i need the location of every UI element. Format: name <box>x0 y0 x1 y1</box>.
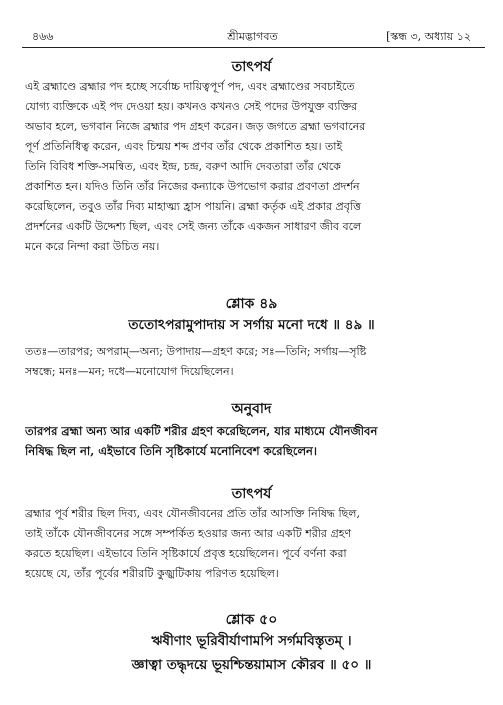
chapter-reference: [স্কন্ধ ৩, অধ্যায় ১২ <box>386 30 471 43</box>
text-line: প্রকাশিত হন। যদিও তিনি তাঁর নিজের কন্যাকে উপভোগ করার প্রবণতা প্রদর্শন <box>25 180 360 193</box>
purport-heading: তাৎপর্য <box>231 59 272 75</box>
text-line: হয়েছে যে, তাঁর পূর্বের শরীরটি কুজ্ঝটিকায় পরিণত হয়েছিল। <box>25 567 279 580</box>
translation-paragraph <box>25 421 478 461</box>
translation-heading: অনুবাদ <box>231 401 272 417</box>
text-line: সম্বন্ধে; মনঃ—মন; দধে—মনোযোগ দিয়েছিলেন। <box>25 365 234 378</box>
running-header <box>22 28 483 46</box>
verse-sanskrit-line-1: ঋষীণাং ভূরিবীর্যাণামপি সর্গমবিস্তৃতম্ । <box>151 633 352 649</box>
page-number: ৪৬৬ <box>32 30 54 43</box>
text-line: এই ব্রহ্মাণ্ডে ব্রহ্মার পদ হচ্ছে সর্বোচ্চ দায়িত্বপূর্ণ পদ, এবং ব্রহ্মাণ্ডের সবচাইতে <box>25 80 355 93</box>
book-title: শ্রীমদ্ভাগবত <box>227 30 278 43</box>
text-line: ততঃ—তারপর; অপরাম্—অন্য; উপাদায়—গ্রহণ করে; সঃ—তিনি; সর্গায়—সৃষ্টি <box>25 345 367 358</box>
verse-sanskrit-line-2: জ্ঞাত্বা তদ্ধৃদয়ে ভূয়শ্চিন্তয়ামাস কৌরব ॥ ৫০ ॥ <box>131 657 372 673</box>
purport-paragraph-2 <box>25 504 478 584</box>
text-line: তারপর ব্রহ্মা অন্য আর একটি শরীর গ্রহণ করেছিলেন, যার মাধ্যমে যৌনজীবন <box>25 424 378 438</box>
verse-heading: শ্লোক ৪৯ <box>225 296 278 312</box>
text-line: মনে করে নিন্দা করা উচিত নয়। <box>25 240 160 253</box>
text-line: করেছিলেন, তবুও তাঁর দিব্য মাহাত্ম্য হ্রাস পায়নি। ব্রহ্মা কর্তৃক এই প্রকার প্রবৃত্তি <box>25 200 361 213</box>
text-line: পূর্ণ প্রতিনিধিত্ব করেন, এবং চিন্ময় শব্দ প্রণব তাঁর থেকে প্রকাশিত হয়। তাই <box>25 140 343 153</box>
text-line: যোগ্য ব্যক্তিকে এই পদ দেওয়া হয়। কখনও কখনও সেই পদের উপযুক্ত ব্যক্তির <box>25 100 358 113</box>
text-line: তাই তাঁকে যৌনজীবনের সঙ্গে সম্পর্কিত হওয়ার জন্য আর একটি শরীর গ্রহণ <box>25 527 352 540</box>
purport-heading: তাৎপর্য <box>231 486 272 502</box>
text-line: করতে হয়েছিল। এইভাবে তিনি সৃষ্টিকার্যে প্রবৃত্ত হয়েছিলেন। পূর্বে বর্ণনা করা <box>25 547 347 560</box>
verse-sanskrit: ততোঽপরামুপাদায় স সর্গায় মনো দধে ॥ ৪৯ ॥ <box>128 317 375 333</box>
text-line: নিষিদ্ধ ছিল না, এইভাবে তিনি সৃষ্টিকার্যে মনোনিবেশ করেছিলেন। <box>25 444 318 458</box>
text-line: প্রদর্শনের একটি উদ্দেশ্য ছিল, এবং সেই জন্য তাঁকে একজন সাধারণ জীব বলে <box>25 220 362 233</box>
verse-heading: শ্লোক ৫০ <box>225 612 278 628</box>
purport-paragraph-1 <box>25 77 478 257</box>
header-rule <box>22 47 485 48</box>
text-line: তিনি বিবিধ শক্তি-সমন্বিত, এবং ইন্দ্র, চন্দ্র, বরুণ আদি দেবতারা তাঁর থেকে <box>25 160 341 173</box>
text-line: ব্রহ্মার পূর্ব শরীর ছিল দিব্য, এবং যৌনজীবনের প্রতি তাঁর আসক্তি নিষিদ্ধ ছিল, <box>25 507 360 520</box>
synonyms-paragraph <box>25 342 478 382</box>
text-line: অভাব হলে, ভগবান নিজে ব্রহ্মার পদ গ্রহণ করেন। জড় জগতে ব্রহ্মা ভগবানের <box>25 120 366 133</box>
